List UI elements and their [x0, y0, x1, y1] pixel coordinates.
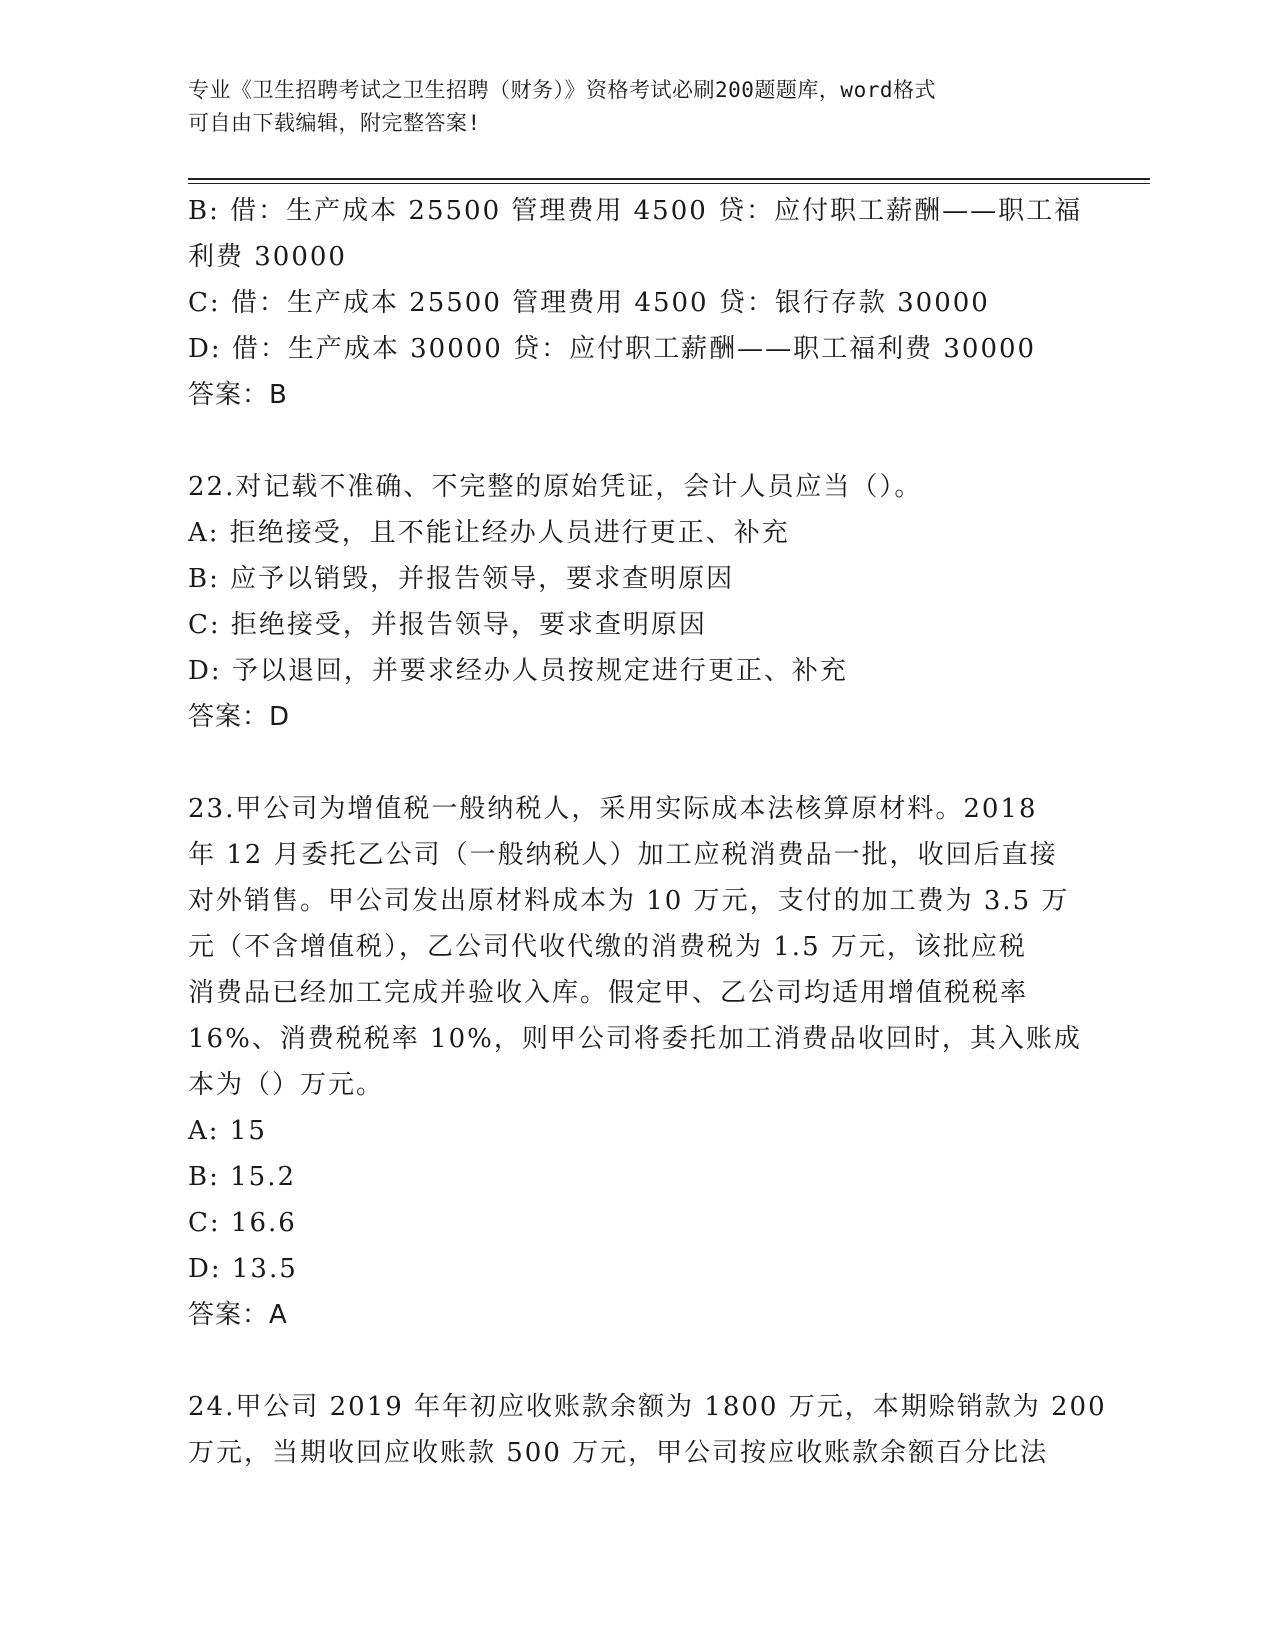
document-header: [188, 74, 1068, 140]
question-stem-line-3: 对外销售。甲公司发出原材料成本为 10 万元，支付的加工费为 3.5 万: [188, 886, 1070, 916]
option-a: A: 拒绝接受，且不能让经办人员进行更正、补充: [188, 518, 790, 548]
question-stem-line-7: 本为（）万元。: [188, 1070, 385, 1100]
option-d: D: 借：生产成本 30000 贷：应付职工薪酬——职工福利费 30000: [188, 334, 1037, 364]
question-content: [188, 188, 1107, 1476]
question-stem-line-1: 24.甲公司 2019 年年初应收账款余额为 1800 万元，本期赊销款为 200: [188, 1392, 1107, 1422]
question-24: [188, 1384, 1107, 1476]
question-stem-line-2: 年 12 月委托乙公司（一般纳税人）加工应税消费品一批，收回后直接: [188, 840, 1058, 870]
question-stem-line-5: 消费品已经加工完成并验收入库。假定甲、乙公司均适用增值税税率: [188, 978, 1029, 1008]
question-stem-line-1: 23.甲公司为增值税一般纳税人，采用实际成本法核算原材料。2018: [188, 794, 1038, 824]
option-d: D: 13.5: [188, 1254, 298, 1284]
spacer: [188, 418, 1088, 464]
question-stem: 22.对记载不准确、不完整的原始凭证，会计人员应当（）。: [188, 472, 923, 502]
answer-line: 答案：D: [188, 702, 291, 732]
answer-line: 答案：B: [188, 380, 288, 410]
question-21-tail: [188, 188, 1088, 418]
header-title-line-1: 专业《卫生招聘考试之卫生招聘（财务）》资格考试必刷200题题库，word格式: [188, 78, 936, 102]
question-stem-line-6: 16%、消费税税率 10%，则甲公司将委托加工消费品收回时，其入账成: [188, 1024, 1082, 1054]
option-b: B: 应予以销毁，并报告领导，要求查明原因: [188, 564, 735, 594]
option-c: C: 拒绝接受，并报告领导，要求查明原因: [188, 610, 707, 640]
option-b: B: 15.2: [188, 1162, 297, 1192]
question-23: [188, 786, 1088, 1338]
option-b-line-2: 利费 30000: [188, 242, 347, 272]
option-c: C: 16.6: [188, 1208, 297, 1238]
option-c: C: 借：生产成本 25500 管理费用 4500 贷：银行存款 30000: [188, 288, 990, 318]
option-b-line-1: B: 借：生产成本 25500 管理费用 4500 贷：应付职工薪酬——职工福: [188, 196, 1083, 226]
answer-line: 答案：A: [188, 1300, 288, 1330]
spacer: [188, 1338, 1088, 1384]
option-d: D: 予以退回，并要求经办人员按规定进行更正、补充: [188, 656, 848, 686]
spacer: [188, 740, 1088, 786]
option-a: A: 15: [188, 1116, 267, 1146]
header-divider-thin: [188, 183, 1150, 184]
question-stem-line-2: 万元，当期收回应收账款 500 万元，甲公司按应收账款余额百分比法: [188, 1438, 1049, 1468]
question-stem-line-4: 元（不含增值税），乙公司代收代缴的消费税为 1.5 万元，该批应税: [188, 932, 1027, 962]
header-title-line-2: 可自由下载编辑，附完整答案!: [188, 111, 481, 135]
header-divider-thick: [188, 178, 1150, 180]
question-22: [188, 464, 1088, 740]
